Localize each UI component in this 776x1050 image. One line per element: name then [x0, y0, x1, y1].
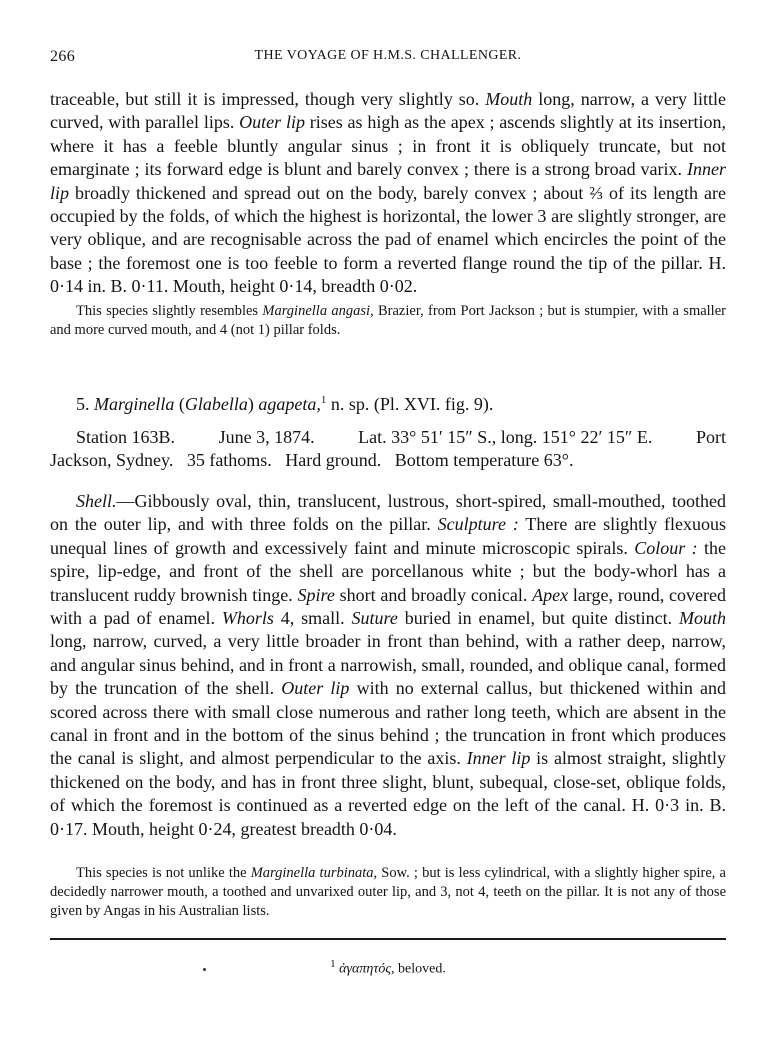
para-shell-run: Outer lip	[281, 678, 350, 699]
para-shell-run: Sculpture :	[437, 514, 519, 535]
para-continuation-run: Inner lip	[50, 159, 726, 203]
species-heading-run: 5.	[76, 394, 94, 414]
para-continuation-run: long, narrow, a very little curved, with parallel lips.	[50, 89, 726, 133]
station-id: Station 163B.	[76, 427, 176, 447]
species-heading-run: (	[174, 394, 185, 414]
footnote-run: , beloved.	[391, 961, 446, 977]
para-shell-run: is almost straight, slightly thickened on the body, and has in front three slight, blunt, subequal, close-set, oblique folds, of which the foremost is continued as a reverted edge on the left of the canal. H. 0·3 in. B. 0·17. Mouth, height 0·24, greatest breadth 0·04.	[50, 748, 726, 839]
note-2-run: , Sow. ; but is less cylindrical, with a slightly higher spire, a decidedly narrower mouth, a toothed and unvarixed outer lip, and 3, not 4, teeth on the pillar. It is not any of those given by Angas in his Australian lists.	[50, 865, 726, 919]
para-continuation-run: rises as high as the apex ; ascends slightly at its insertion, where it has a feeble bluntly angular sinus ; in front it is obliquely truncate, but not emarginate ; its forward edge is blunt and barely convex ; there is a strong broad varix.	[50, 112, 726, 180]
shell-description	[50, 490, 726, 841]
species-heading-run: agapeta,	[258, 394, 321, 414]
footnote-run: ἀγαπητός	[339, 961, 392, 977]
comparison-note-angasi	[50, 302, 726, 340]
para-continuation-run: traceable, but still it is impressed, though very slightly so.	[50, 89, 486, 109]
station-date: June 3, 1874.	[218, 427, 315, 447]
species-heading	[76, 394, 493, 415]
para-shell-run: with no external callus, but thickened within and scored across there with small close numerous and rather long teeth, which are absent in the canal in front and in the bottom of the sinus behind ; the truncation in front which produces the canal is slight, and almost perpendicular to the axis.	[50, 678, 726, 769]
comparison-note-turbinata	[50, 864, 726, 921]
para-shell-run: large, round, covered with a pad of enamel.	[50, 584, 726, 629]
para-shell-run: —Gibbously oval, thin, translucent, lustrous, short-spired, small-mouthed, toothed on the outer lip, and with three folds on the pillar.	[50, 491, 726, 535]
para-shell-run: There are slightly flexuous unequal lines of growth and excessively faint and minute microscopic spirals.	[50, 514, 726, 558]
running-header	[50, 46, 726, 70]
para-shell-run: Colour :	[634, 537, 698, 558]
note-2-run: This species is not unlike the	[76, 865, 251, 881]
para-shell-run: Mouth	[679, 608, 727, 629]
para-shell-run: short and broadly conical.	[334, 584, 533, 605]
para-continuation-run: broadly thickened and spread out on the body, barely convex ; about ⅔ of its length are occupied by the folds, of which the highest is horizontal, the lower 3 are slightly stronger, are very oblique, and are recognisable across the pad of enamel which encircles the point of the base ; the foremost one is too feeble to form a reverted flange round the tip of the pillar. H. 0·14 in. B. 0·11. Mouth, height 0·14, breadth 0·02.	[50, 182, 726, 297]
para-shell-run: Shell.	[76, 491, 117, 511]
station-place-start: Port	[695, 427, 726, 447]
note-1-run: , Brazier, from Port Jackson ; but is stumpier, with a smaller and more curved mouth, and 4 (not 1) pillar folds.	[50, 303, 726, 338]
station-info	[50, 426, 726, 473]
species-heading-run: 1	[320, 394, 327, 406]
page-number: 266	[50, 48, 76, 65]
note-2-run: Marginella turbinata	[250, 865, 374, 881]
para-shell-run: Apex	[532, 584, 569, 605]
footnote-run: 1	[330, 958, 336, 970]
footnote-divider	[50, 938, 726, 940]
para-shell-run: Spire	[297, 584, 335, 605]
para-shell-run: 4, small.	[273, 608, 352, 629]
species-heading-run: )	[247, 394, 259, 414]
para-shell-run: the spire, lip-edge, and front of the shell are porcellanous white ; but the body-whorl has a translucent ruddy brownish tinge.	[50, 537, 727, 605]
station-line-1	[50, 426, 726, 449]
note-1-run: Marginella angasi	[262, 303, 371, 319]
footnote	[0, 958, 776, 978]
para-continuation-run: Mouth	[485, 89, 533, 109]
para-shell-run: Suture	[351, 608, 398, 629]
species-heading-run: n. sp. (Pl. XVI. fig. 9).	[326, 394, 494, 414]
note-1-run: This species slightly resembles	[76, 303, 263, 319]
species-heading-run: Marginella	[94, 394, 175, 414]
para-shell-run: buried in enamel, but quite distinct.	[397, 608, 680, 629]
station-line-2: Jackson, Sydney. 35 fathoms. Hard ground. Bottom temperature 63°.	[50, 450, 574, 471]
species-heading-run: Glabella	[184, 394, 248, 414]
station-coordinates: Lat. 33° 51′ 15″ S., long. 151° 22′ 15″ E.	[358, 427, 653, 447]
para-continuation-run: Outer lip	[239, 112, 305, 133]
para-shell-run: Whorls	[221, 608, 274, 629]
description-continuation	[50, 88, 726, 299]
running-title: THE VOYAGE OF H.M.S. CHALLENGER.	[254, 48, 522, 63]
para-shell-run: Inner lip	[466, 748, 531, 769]
para-shell-run: long, narrow, curved, a very little broader in front than behind, with a rather deep, narrow, and angular sinus behind, and in front a narrowish, small, rounded, and oblique canal, formed by the truncation of the shell.	[50, 631, 726, 699]
